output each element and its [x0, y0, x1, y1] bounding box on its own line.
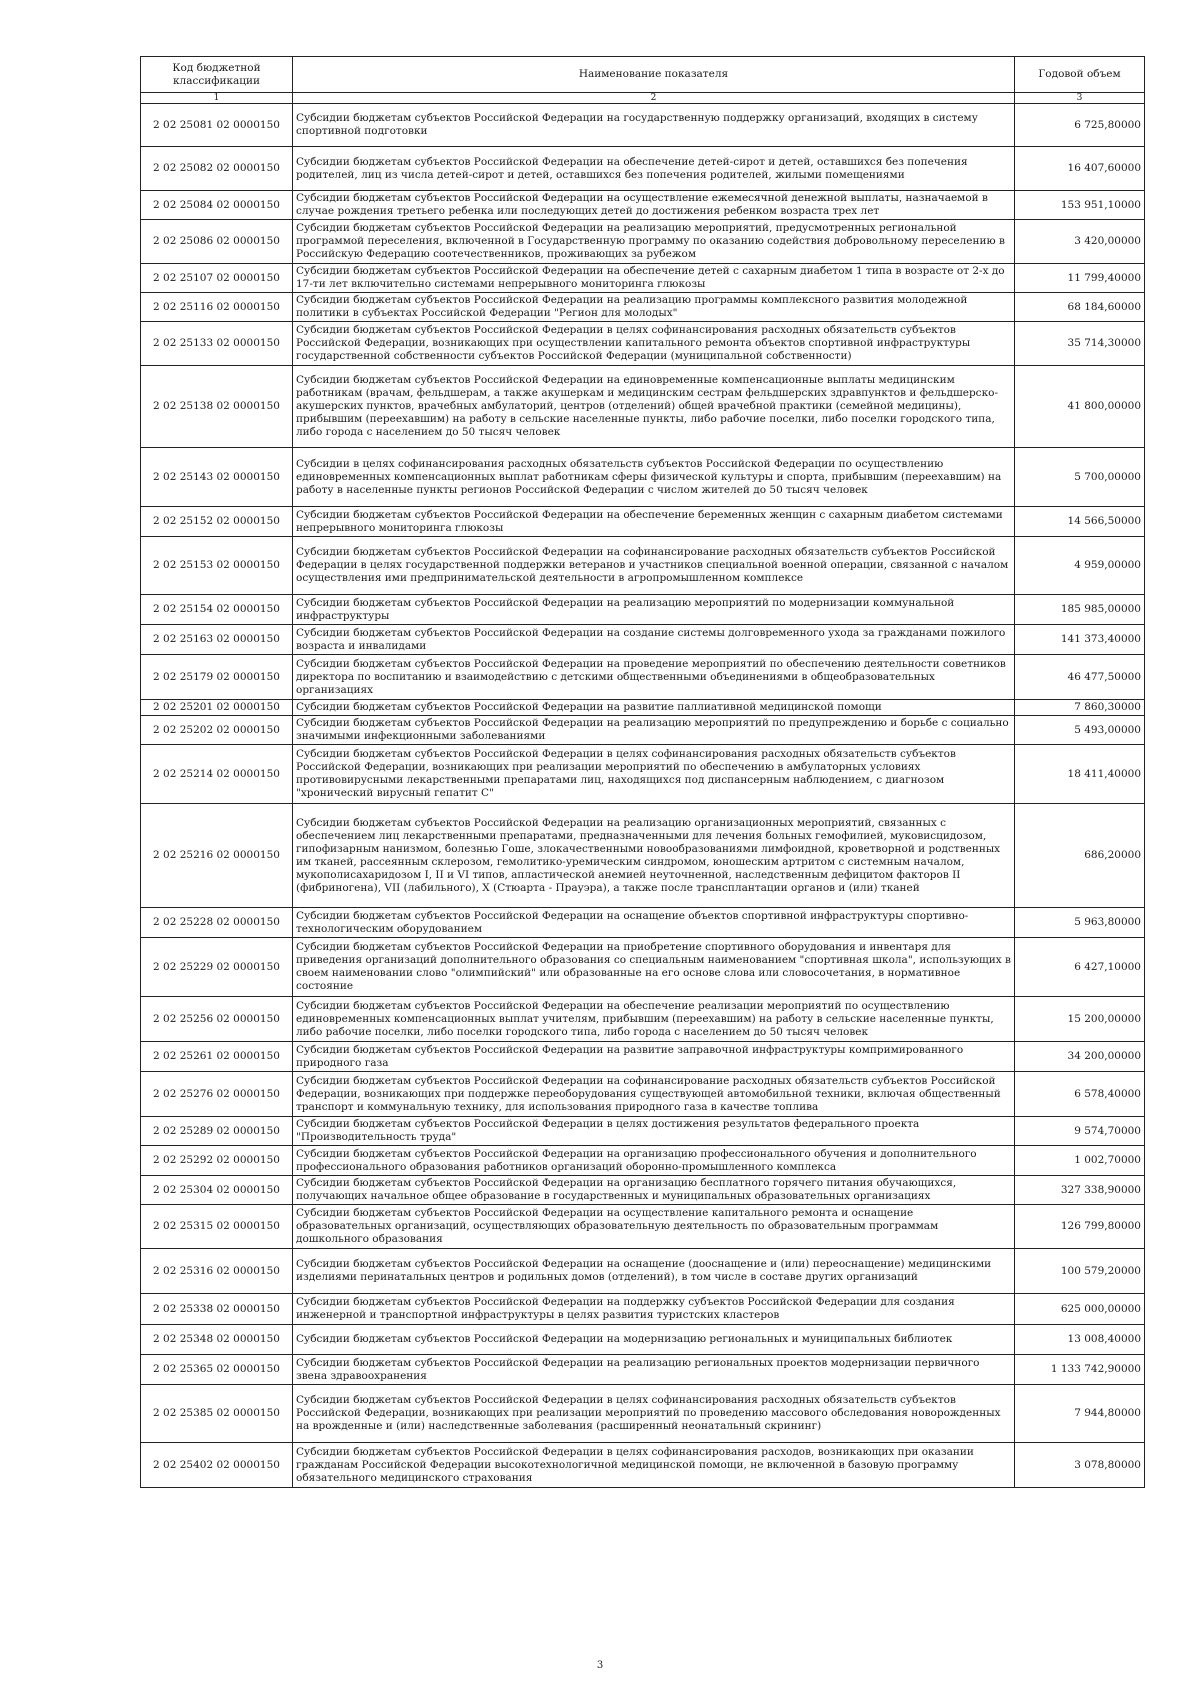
- row-volume: 9 574,70000: [1015, 1117, 1145, 1146]
- row-volume: 34 200,00000: [1015, 1042, 1145, 1072]
- table-row: [141, 1249, 1145, 1294]
- row-name: Субсидии бюджетам субъектов Российской Федерации на развитие паллиативной медицинской помощи: [293, 700, 1015, 716]
- row-name: Субсидии бюджетам субъектов Российской Федерации на реализацию организационных мероприятий, связанных с обеспечением лиц лекарственными препаратами, предназначенными для лечения больных гемофилией, муковисцидозом, гипофизарным нанизмом, болезнью Гоше, злокачественными новообразованиями лимфоидной, кроветворной и родственных им тканей, рассеянным склерозом, гемолитико-уремическим синдромом, юношеским артритом с системным началом, мукополисахаридозом I, II и VI типов, апластической анемией неуточненной, наследственным дефицитом факторов II (фибриногена), VII (лабильного), X (Стюарта - Прауэра), а также после трансплантации органов и (или) тканей: [293, 804, 1015, 908]
- row-code: 2 02 25385 02 0000150: [141, 1385, 293, 1443]
- row-volume: 5 493,00000: [1015, 716, 1145, 745]
- row-code: 2 02 25316 02 0000150: [141, 1249, 293, 1294]
- table-row: [141, 293, 1145, 322]
- row-name: Субсидии бюджетам субъектов Российской Федерации на оснащение объектов спортивной инфраструктуры спортивно-технологическим оборудованием: [293, 908, 1015, 938]
- table-row: [141, 1146, 1145, 1176]
- table-row: [141, 220, 1145, 264]
- table-row: [141, 537, 1145, 595]
- row-name: Субсидии бюджетам субъектов Российской Федерации на организацию профессионального обучения и дополнительного профессионального образования работников организаций оборонно-промышленного комплекса: [293, 1146, 1015, 1176]
- row-code: 2 02 25216 02 0000150: [141, 804, 293, 908]
- table-row: [141, 322, 1145, 366]
- row-code: 2 02 25315 02 0000150: [141, 1205, 293, 1249]
- row-name: Субсидии бюджетам субъектов Российской Федерации на проведение мероприятий по обеспечению деятельности советников директора по воспитанию и взаимодействию с детскими общественными объединениями в общеобразовательных организациях: [293, 655, 1015, 700]
- header-volume: Годовой объем: [1015, 57, 1145, 93]
- table-row: [141, 1355, 1145, 1385]
- budget-table: [140, 56, 1145, 1488]
- row-code: 2 02 25365 02 0000150: [141, 1355, 293, 1385]
- row-code: 2 02 25201 02 0000150: [141, 700, 293, 716]
- row-volume: 6 725,80000: [1015, 104, 1145, 147]
- row-name: Субсидии бюджетам субъектов Российской Федерации на приобретение спортивного оборудования и инвентаря для приведения организаций дополнительного образования со специальным наименованием "спортивная школа", использующих в своем наименовании слово "олимпийский" или образованные на его основе слова или словосочетания, в нормативное состояние: [293, 938, 1015, 997]
- row-volume: 41 800,00000: [1015, 366, 1145, 448]
- table-row: [141, 1117, 1145, 1146]
- row-volume: 11 799,40000: [1015, 264, 1145, 293]
- row-name: Субсидии бюджетам субъектов Российской Федерации на обеспечение детей с сахарным диабетом 1 типа в возрасте от 2-х до 17-ти лет включительно системами непрерывного мониторинга глюкозы: [293, 264, 1015, 293]
- row-name: Субсидии бюджетам субъектов Российской Федерации на развитие заправочной инфраструктуры компримированного природного газа: [293, 1042, 1015, 1072]
- table-row: [141, 595, 1145, 625]
- row-volume: 13 008,40000: [1015, 1325, 1145, 1355]
- page-number: 3: [596, 1660, 604, 1671]
- row-name: Субсидии бюджетам субъектов Российской Федерации на реализацию мероприятий, предусмотренных региональной программой переселения, включенной в Государственную программу по оказанию содействия добровольному переселению в Российскую Федерацию соотечественников, проживающих за рубежом: [293, 220, 1015, 264]
- row-volume: 153 951,10000: [1015, 191, 1145, 220]
- row-code: 2 02 25289 02 0000150: [141, 1117, 293, 1146]
- row-name: Субсидии бюджетам субъектов Российской Федерации на модернизацию региональных и муниципальных библиотек: [293, 1325, 1015, 1355]
- row-name: Субсидии бюджетам субъектов Российской Федерации на софинансирование расходных обязательств субъектов Российской Федерации, возникающих при поддержке переоборудования существующей автомобильной техники, включая общественный транспорт и коммунальную технику, для использования природного газа в качестве топлива: [293, 1072, 1015, 1117]
- table-header: [141, 57, 1145, 104]
- row-volume: 14 566,50000: [1015, 507, 1145, 537]
- table-row: [141, 700, 1145, 716]
- row-name: Субсидии бюджетам субъектов Российской Федерации на создание системы долговременного ухода за гражданами пожилого возраста и инвалидами: [293, 625, 1015, 655]
- row-volume: 6 578,40000: [1015, 1072, 1145, 1117]
- row-volume: 141 373,40000: [1015, 625, 1145, 655]
- table-row: [141, 997, 1145, 1042]
- row-name: Субсидии бюджетам субъектов Российской Федерации на оснащение (дооснащение и (или) переоснащение) медицинскими изделиями перинатальных центров и родильных домов (отделений), в том числе в составе других организаций: [293, 1249, 1015, 1294]
- row-name: Субсидии бюджетам субъектов Российской Федерации в целях софинансирования расходов, возникающих при оказании гражданам Российской Федерации высокотехнологичной медицинской помощи, не включенной в базовую программу обязательного медицинского страхования: [293, 1443, 1015, 1488]
- row-volume: 35 714,30000: [1015, 322, 1145, 366]
- table-row: [141, 938, 1145, 997]
- header-index-1: 1: [141, 93, 293, 104]
- row-name: Субсидии бюджетам субъектов Российской Федерации на организацию бесплатного горячего питания обучающихся, получающих начальное общее образование в государственных и муниципальных образовательных организациях: [293, 1176, 1015, 1205]
- row-code: 2 02 25202 02 0000150: [141, 716, 293, 745]
- row-volume: 7 860,30000: [1015, 700, 1145, 716]
- table-row: [141, 366, 1145, 448]
- row-name: Субсидии бюджетам субъектов Российской Федерации на софинансирование расходных обязательств субъектов Российской Федерации в целях государственной поддержки ветеранов и участников специальной военной операции, связанной с началом осуществления ими предпринимательской деятельности в агропромышленном комплексе: [293, 537, 1015, 595]
- table-row: [141, 745, 1145, 804]
- row-name: Субсидии бюджетам субъектов Российской Федерации на осуществление капитального ремонта и оснащение образовательных организаций, осуществляющих образовательную деятельность по образовательным программам дошкольного образования: [293, 1205, 1015, 1249]
- row-name: Субсидии бюджетам субъектов Российской Федерации на обеспечение детей-сирот и детей, оставшихся без попечения родителей, лиц из числа детей-сирот и детей, оставшихся без попечения родителей, жилыми помещениями: [293, 147, 1015, 191]
- table-row: [141, 1385, 1145, 1443]
- row-code: 2 02 25214 02 0000150: [141, 745, 293, 804]
- row-code: 2 02 25116 02 0000150: [141, 293, 293, 322]
- table-row: [141, 448, 1145, 507]
- row-code: 2 02 25292 02 0000150: [141, 1146, 293, 1176]
- table-body: [141, 104, 1145, 1488]
- row-code: 2 02 25138 02 0000150: [141, 366, 293, 448]
- table-row: [141, 716, 1145, 745]
- row-name: Субсидии бюджетам субъектов Российской Федерации на осуществление ежемесячной денежной выплаты, назначаемой в случае рождения третьего ребенка или последующих детей до достижения ребенком возраста трех лет: [293, 191, 1015, 220]
- row-name: Субсидии бюджетам субъектов Российской Федерации в целях софинансирования расходных обязательств субъектов Российской Федерации, возникающих при реализации мероприятий по обеспечению в амбулаторных условиях противовирусными лекарственными препаратами лиц, находящихся под диспансерным наблюдением, с диагнозом "хронический вирусный гепатит С": [293, 745, 1015, 804]
- row-volume: 4 959,00000: [1015, 537, 1145, 595]
- table-row: [141, 1325, 1145, 1355]
- table-row: [141, 804, 1145, 908]
- row-code: 2 02 25081 02 0000150: [141, 104, 293, 147]
- row-name: Субсидии бюджетам субъектов Российской Федерации на реализацию региональных проектов модернизации первичного звена здравоохранения: [293, 1355, 1015, 1385]
- row-volume: 3 420,00000: [1015, 220, 1145, 264]
- row-code: 2 02 25107 02 0000150: [141, 264, 293, 293]
- row-name: Субсидии бюджетам субъектов Российской Федерации на государственную поддержку организаций, входящих в систему спортивной подготовки: [293, 104, 1015, 147]
- table-row: [141, 1443, 1145, 1488]
- row-code: 2 02 25153 02 0000150: [141, 537, 293, 595]
- header-index-2: 2: [293, 93, 1015, 104]
- row-volume: 100 579,20000: [1015, 1249, 1145, 1294]
- row-volume: 126 799,80000: [1015, 1205, 1145, 1249]
- row-code: 2 02 25143 02 0000150: [141, 448, 293, 507]
- row-name: Субсидии бюджетам субъектов Российской Федерации на единовременные компенсационные выплаты медицинским работникам (врачам, фельдшерам, а также акушеркам и медицинским сестрам фельдшерских здравпунктов и фельдшерско-акушерских пунктов, врачебных амбулаторий, центров (отделений) общей врачебной практики (семейной медицины), прибывшим (переехавшим) на работу в сельские населенные пункты, либо рабочие поселки, либо поселки городского типа, либо города с населением до 50 тысяч человек: [293, 366, 1015, 448]
- row-volume: 46 477,50000: [1015, 655, 1145, 700]
- row-code: 2 02 25163 02 0000150: [141, 625, 293, 655]
- row-volume: 5 700,00000: [1015, 448, 1145, 507]
- row-code: 2 02 25082 02 0000150: [141, 147, 293, 191]
- row-code: 2 02 25229 02 0000150: [141, 938, 293, 997]
- row-volume: 3 078,80000: [1015, 1443, 1145, 1488]
- table-row: [141, 625, 1145, 655]
- row-code: 2 02 25133 02 0000150: [141, 322, 293, 366]
- header-name: Наименование показателя: [293, 57, 1015, 93]
- row-name: Субсидии бюджетам субъектов Российской Федерации на реализацию программы комплексного развития молодежной политики в субъектах Российской Федерации "Регион для молодых": [293, 293, 1015, 322]
- row-code: 2 02 25261 02 0000150: [141, 1042, 293, 1072]
- row-code: 2 02 25348 02 0000150: [141, 1325, 293, 1355]
- row-name: Субсидии бюджетам субъектов Российской Федерации на реализацию мероприятий по предупреждению и борьбе с социально значимыми инфекционными заболеваниями: [293, 716, 1015, 745]
- row-volume: 18 411,40000: [1015, 745, 1145, 804]
- row-code: 2 02 25338 02 0000150: [141, 1294, 293, 1325]
- table-row: [141, 264, 1145, 293]
- row-code: 2 02 25084 02 0000150: [141, 191, 293, 220]
- row-volume: 7 944,80000: [1015, 1385, 1145, 1443]
- header-code: Код бюджетной классификации: [141, 57, 293, 93]
- row-volume: 327 338,90000: [1015, 1176, 1145, 1205]
- table-row: [141, 1205, 1145, 1249]
- row-volume: 1 002,70000: [1015, 1146, 1145, 1176]
- row-code: 2 02 25086 02 0000150: [141, 220, 293, 264]
- table-row: [141, 1042, 1145, 1072]
- table-row: [141, 908, 1145, 938]
- row-name: Субсидии бюджетам субъектов Российской Федерации на обеспечение беременных женщин с сахарным диабетом системами непрерывного мониторинга глюкозы: [293, 507, 1015, 537]
- table-row: [141, 1294, 1145, 1325]
- row-code: 2 02 25402 02 0000150: [141, 1443, 293, 1488]
- row-volume: 6 427,10000: [1015, 938, 1145, 997]
- table-row: [141, 507, 1145, 537]
- row-code: 2 02 25154 02 0000150: [141, 595, 293, 625]
- row-code: 2 02 25152 02 0000150: [141, 507, 293, 537]
- header-index-3: 3: [1015, 93, 1145, 104]
- table-row: [141, 147, 1145, 191]
- row-code: 2 02 25276 02 0000150: [141, 1072, 293, 1117]
- row-volume: 625 000,00000: [1015, 1294, 1145, 1325]
- row-name: Субсидии в целях софинансирования расходных обязательств субъектов Российской Федерации по осуществлению единовременных компенсационных выплат работникам сферы физической культуры и спорта, прибывшим (переехавшим) на работу в населенные пункты регионов Российской Федерации с числом жителей до 50 тысяч человек: [293, 448, 1015, 507]
- row-volume: 15 200,00000: [1015, 997, 1145, 1042]
- table-row: [141, 191, 1145, 220]
- table-row: [141, 655, 1145, 700]
- row-code: 2 02 25256 02 0000150: [141, 997, 293, 1042]
- row-volume: 686,20000: [1015, 804, 1145, 908]
- row-volume: 1 133 742,90000: [1015, 1355, 1145, 1385]
- row-code: 2 02 25228 02 0000150: [141, 908, 293, 938]
- row-name: Субсидии бюджетам субъектов Российской Федерации в целях достижения результатов федерального проекта "Производительность труда": [293, 1117, 1015, 1146]
- row-name: Субсидии бюджетам субъектов Российской Федерации на обеспечение реализации мероприятий по осуществлению единовременных компенсационных выплат учителям, прибывшим (переехавшим) на работу в сельские населенные пункты, либо рабочие поселки, либо поселки городского типа, либо города с населением до 50 тысяч человек: [293, 997, 1015, 1042]
- row-name: Субсидии бюджетам субъектов Российской Федерации на реализацию мероприятий по модернизации коммунальной инфраструктуры: [293, 595, 1015, 625]
- table-row: [141, 104, 1145, 147]
- row-name: Субсидии бюджетам субъектов Российской Федерации в целях софинансирования расходных обязательств субъектов Российской Федерации, возникающих при реализации мероприятий по проведению массового обследования новорожденных на врожденные и (или) наследственные заболевания (расширенный неонатальный скрининг): [293, 1385, 1015, 1443]
- row-name: Субсидии бюджетам субъектов Российской Федерации на поддержку субъектов Российской Федерации для создания инженерной и транспортной инфраструктуры в целях развития туристских кластеров: [293, 1294, 1015, 1325]
- table-row: [141, 1072, 1145, 1117]
- table-row: [141, 1176, 1145, 1205]
- row-volume: 68 184,60000: [1015, 293, 1145, 322]
- row-code: 2 02 25179 02 0000150: [141, 655, 293, 700]
- row-name: Субсидии бюджетам субъектов Российской Федерации в целях софинансирования расходных обязательств субъектов Российской Федерации, возникающих при осуществлении капитального ремонта объектов спортивной инфраструктуры государственной собственности субъектов Российской Федерации (муниципальной собственности): [293, 322, 1015, 366]
- row-volume: 5 963,80000: [1015, 908, 1145, 938]
- row-volume: 185 985,00000: [1015, 595, 1145, 625]
- row-volume: 16 407,60000: [1015, 147, 1145, 191]
- row-code: 2 02 25304 02 0000150: [141, 1176, 293, 1205]
